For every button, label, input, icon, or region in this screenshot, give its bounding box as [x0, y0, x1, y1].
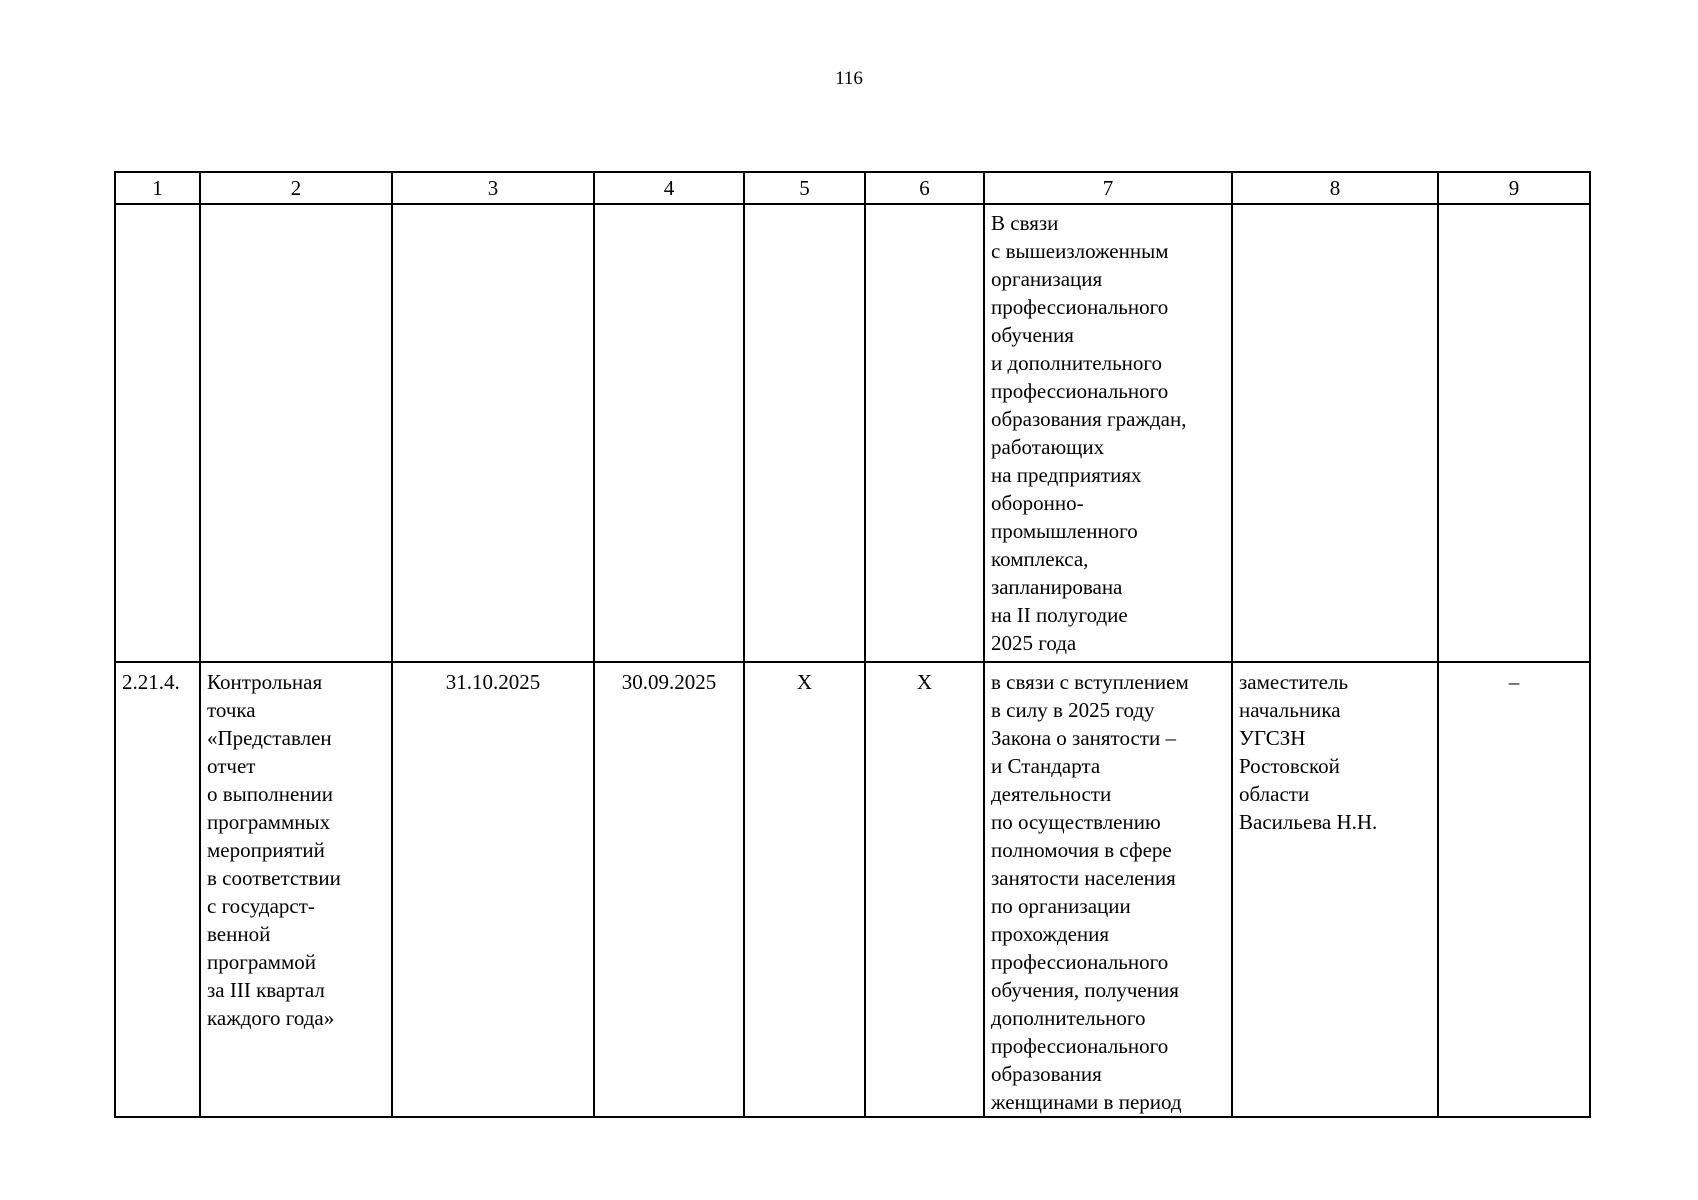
- cell-col5: [744, 204, 865, 662]
- cell-col6: [865, 204, 984, 662]
- header-row: [115, 172, 1590, 204]
- table-row: [115, 662, 1590, 1117]
- column-header-6: 6: [865, 172, 984, 204]
- column-header-2: 2: [200, 172, 392, 204]
- report-table: [114, 171, 1591, 1118]
- cell-plan-date: 31.10.2025: [392, 662, 594, 1117]
- column-header-3: 3: [392, 172, 594, 204]
- cell-number: [115, 204, 200, 662]
- cell-comment: в связи с вступлением в силу в 2025 году Закона о занятости – и Стандарта деятельности по осуществлению полномочия в сфере занятости населения по организации прохождения профессионального обучения, получения дополнительного профессионального образования женщинами в период: [984, 662, 1232, 1117]
- column-header-7: 7: [984, 172, 1232, 204]
- cell-fact-date: 30.09.2025: [594, 662, 744, 1117]
- page-number: 116: [835, 68, 863, 89]
- cell-col5: Х: [744, 662, 865, 1117]
- cell-number: 2.21.4.: [115, 662, 200, 1117]
- cell-col9: [1438, 204, 1590, 662]
- cell-col9: –: [1438, 662, 1590, 1117]
- cell-name: [200, 204, 392, 662]
- cell-comment: В связи с вышеизложенным организация профессионального обучения и дополнительного профессионального образования граждан, работающих на предприятиях оборонно- промышленного комплекса, запланирована на II полугодие 2025 года: [984, 204, 1232, 662]
- cell-name: Контрольная точка «Представлен отчет о выполнении программных мероприятий в соответствии с государст- венной программой за III квартал каждого года»: [200, 662, 392, 1117]
- cell-plan-date: [392, 204, 594, 662]
- column-header-9: 9: [1438, 172, 1590, 204]
- column-header-1: 1: [115, 172, 200, 204]
- cell-responsible: заместитель начальника УГСЗН Ростовской области Васильева Н.Н.: [1232, 662, 1438, 1117]
- column-header-5: 5: [744, 172, 865, 204]
- column-header-4: 4: [594, 172, 744, 204]
- table-body: [115, 204, 1590, 1117]
- cell-col6: Х: [865, 662, 984, 1117]
- cell-responsible: [1232, 204, 1438, 662]
- column-header-8: 8: [1232, 172, 1438, 204]
- cell-fact-date: [594, 204, 744, 662]
- table-header: [115, 172, 1590, 204]
- table-row: [115, 204, 1590, 662]
